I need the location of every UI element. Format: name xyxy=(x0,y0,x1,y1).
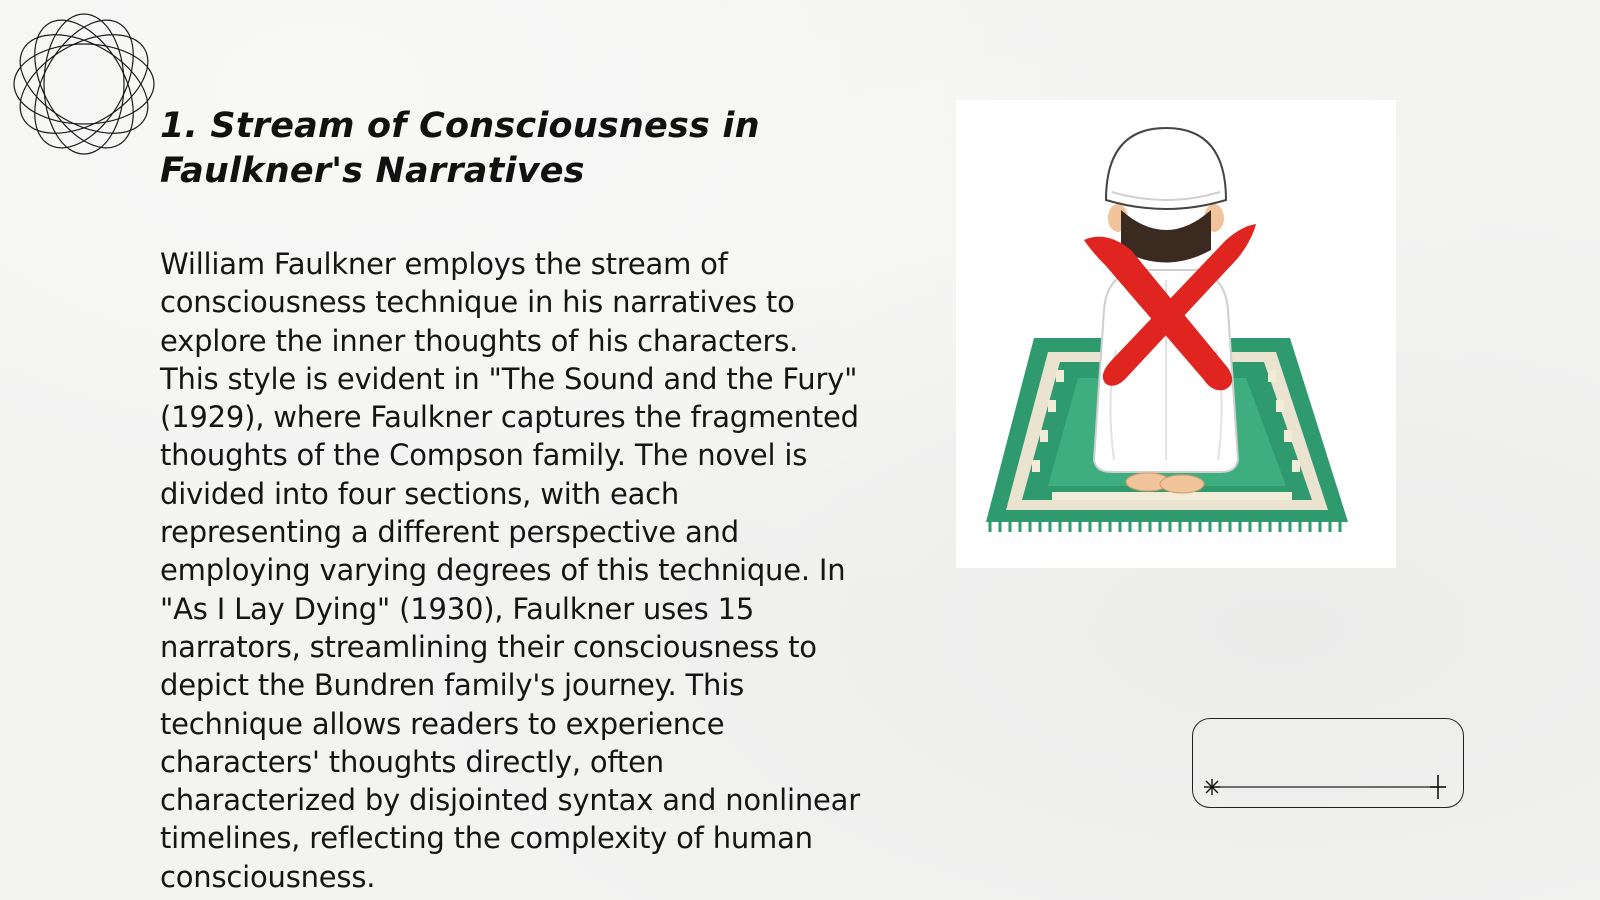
overlapping-circles-icon xyxy=(10,10,158,158)
praying-man-crossed-out-illustration xyxy=(956,100,1396,568)
sparkle-icon xyxy=(1204,779,1220,795)
decorative-line xyxy=(1200,772,1450,802)
illustration-card xyxy=(956,100,1396,568)
body-paragraph: William Faulkner employs the stream of consciousness technique in his narratives to explore the inner thoughts of his characters. This style is evident in "The Sound and the Fury" (1929), where Faulkner captures the fragmented thoughts of the Compson family. The novel is divided into four sections, with each representing a different perspective and employing varying degrees of this technique. In "As I Lay Dying" (1930), Faulkner uses 15 narrators, streamlining their consciousness to depict the Bundren family's journey. This technique allows readers to experience characters' thoughts directly, often characterized by disjointed syntax and nonlinear timelines, reflecting the complexity of human consciousness. xyxy=(160,247,860,894)
slide-title: 1. Stream of Consciousness in Faulkner's Narratives xyxy=(160,106,760,191)
star-cross-icon xyxy=(1430,775,1446,799)
